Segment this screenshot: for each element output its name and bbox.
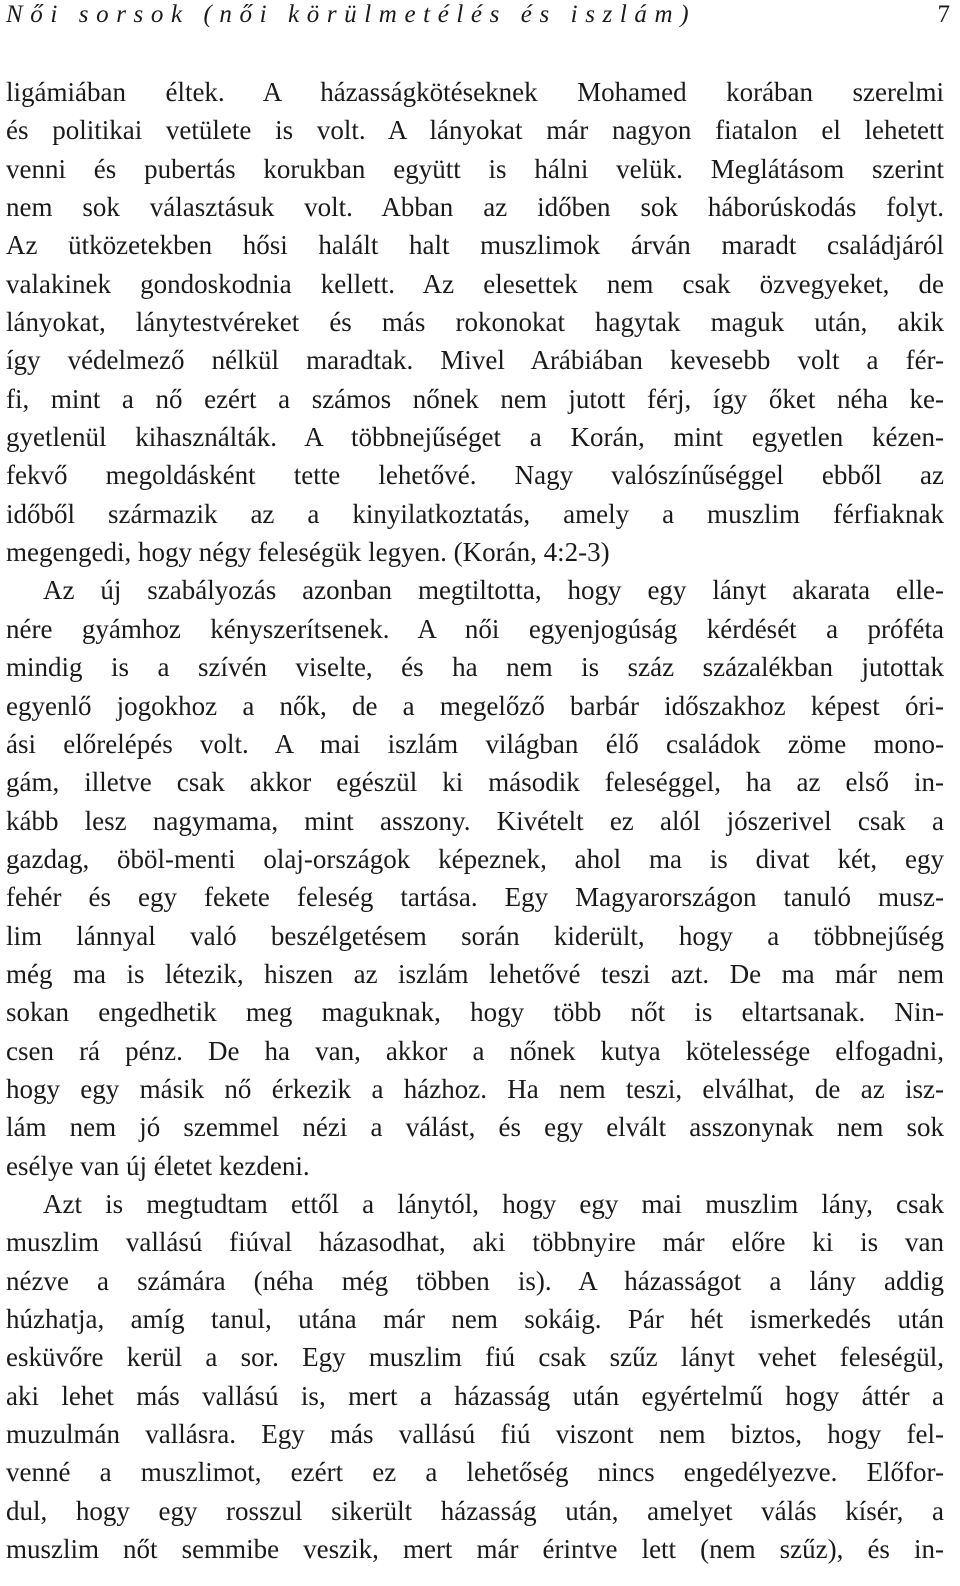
text-line: mindig is a szívén viselte, és ha nem is száz százalékban jutottak: [6, 652, 944, 683]
paragraph: [6, 1185, 944, 1568]
text-line: valakinek gondoskodnia kellett. Az elesettek nem csak özvegyeket, de: [6, 268, 944, 299]
text-line: gám, illetve csak akkor egészül ki második feleséggel, ha az első in-: [6, 767, 944, 798]
text-line: gazdag, öböl-menti olaj-országok képeznek, ahol ma is divat két, egy: [6, 843, 944, 874]
text-line: fekvő megoldásként tette lehetővé. Nagy valószínűséggel ebből az: [6, 460, 944, 491]
text-line: Azt is megtudtam ettől a lánytól, hogy egy mai muszlim lány, csak: [43, 1188, 944, 1219]
body-text: [6, 73, 944, 1568]
text-line: aki lehet más vallású is, mert a házasság után egyértelmű hogy áttér a: [6, 1380, 944, 1411]
text-line: muzulmán vallásra. Egy más vallású fiú viszont nem biztos, hogy fel-: [6, 1419, 944, 1450]
page-number: 7: [937, 1, 950, 28]
running-header: [6, 0, 950, 30]
paragraph: [6, 73, 944, 571]
text-line: így védelmező nélkül maradtak. Mivel Arábiában kevesebb volt a fér-: [6, 345, 944, 376]
text-line: lányokat, lánytestvéreket és más rokonokat hagytak maguk után, akik: [6, 307, 944, 338]
text-line: Az ütközetekben hősi halált halt muszlimok árván maradt családjáról: [6, 230, 944, 261]
text-line: dul, hogy egy rosszul sikerült házasság után, amelyet válás kísér, a: [6, 1495, 944, 1526]
text-line: gyetlenül kihasználták. A többnejűséget a Korán, mint egyetlen kézen-: [6, 422, 944, 453]
text-line: esküvőre kerül a sor. Egy muszlim fiú csak szűz lányt vehet feleségül,: [6, 1342, 944, 1373]
paragraph: [6, 571, 944, 1185]
text-line: csen rá pénz. De ha van, akkor a nőnek kutya kötelessége elfogadni,: [6, 1035, 944, 1066]
text-line: egyenlő jogokhoz a nők, de a megelőző barbár időszakhoz képest óri-: [6, 690, 944, 721]
text-line: ligámiában éltek. A házasságkötéseknek Mohamed korában szerelmi: [6, 77, 944, 107]
text-line: muszlim nőt semmibe veszik, mert már érintve lett (nem szűz), és in-: [6, 1534, 944, 1565]
text-line: muszlim vallású fiúval házasodhat, aki többnyire már előre ki is van: [6, 1227, 944, 1258]
text-line: nem sok választásuk volt. Abban az időben sok háborúskodás folyt.: [6, 192, 944, 223]
text-line: húzhatja, amíg tanul, utána már nem sokáig. Pár hét ismerkedés után: [6, 1304, 944, 1334]
text-line: hogy egy másik nő érkezik a házhoz. Ha nem teszi, elválhat, de az isz-: [6, 1073, 944, 1104]
text-line: esélye van új életet kezdeni.: [6, 1150, 310, 1181]
text-line: nére gyámhoz kényszerítsenek. A női egyenjogúság kérdését a próféta: [6, 613, 944, 644]
text-line: nézve a számára (néha még többen is). A házasságot a lány addig: [6, 1265, 944, 1296]
text-line: és politikai vetülete is volt. A lányokat már nagyon fiatalon el lehetett: [6, 115, 944, 146]
text-line: időből származik az a kinyilatkoztatás, amely a muszlim férfiaknak: [6, 498, 944, 529]
text-line: fi, mint a nő ezért a számos nőnek nem jutott férj, így őket néha ke-: [6, 383, 944, 414]
text-line: még ma is létezik, hiszen az iszlám lehetővé teszi azt. De ma már nem: [6, 958, 944, 989]
text-line: lám nem jó szemmel nézi a válást, és egy elvált asszonynak nem sok: [6, 1112, 944, 1143]
text-line: fehér és egy fekete feleség tartása. Egy Magyarországon tanuló musz-: [6, 882, 944, 913]
text-line: ási előrelépés volt. A mai iszlám világban élő családok zöme mono-: [6, 728, 944, 759]
running-title: Női sorsok (női körülmetélés és iszlám): [6, 1, 697, 28]
text-line: venni és pubertás korukban együtt is hálni velük. Meglátásom szerint: [6, 153, 944, 184]
text-line: lim lánnyal való beszélgetésem során kiderült, hogy a többnejűség: [6, 920, 944, 951]
text-line: Az új szabályozás azonban megtiltotta, hogy egy lányt akarata elle-: [43, 575, 944, 606]
text-line: kább lesz nagymama, mint asszony. Kivételt ez alól jószerivel csak a: [6, 805, 944, 836]
text-line: megengedi, hogy négy feleségük legyen. (Korán, 4:2-3): [6, 537, 610, 568]
text-line: sokan engedhetik meg maguknak, hogy több nőt is eltartsanak. Nin-: [6, 997, 944, 1028]
text-line: venné a muszlimot, ezért ez a lehetőség nincs engedélyezve. Előfor-: [6, 1457, 944, 1488]
